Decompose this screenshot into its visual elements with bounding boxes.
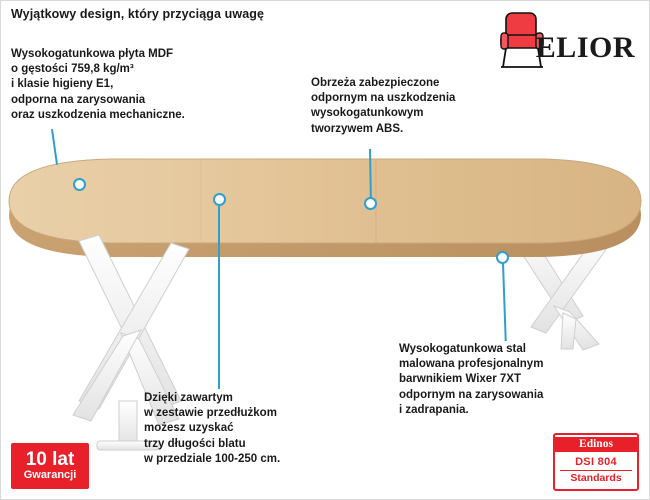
table-top — [9, 159, 641, 257]
page-title: Wyjątkowy design, który przyciąga uwagę — [11, 7, 265, 21]
callout-dot-mdf[interactable] — [73, 178, 86, 191]
callout-steel: Wysokogatunkowa stal malowana profesjonalnym barwnikiem Wixer 7XT odpornym na zarysowania i zadrapania. — [399, 343, 544, 416]
leader-line-extensions — [218, 201, 220, 389]
callout-dot-steel[interactable] — [496, 251, 509, 264]
edinos-standards: Standards — [570, 472, 622, 484]
edinos-name: Edinos — [555, 437, 637, 452]
callout-dot-abs[interactable] — [364, 197, 377, 210]
callout-abs-edge: Obrzeża zabezpieczone odpornym na uszkodzenia wysokogatunkowym tworzywem ABS. — [311, 77, 456, 135]
brand-name: ELIOR — [535, 31, 635, 64]
brand-logo — [475, 11, 635, 73]
edinos-dsi: DSI 804 — [575, 456, 617, 468]
edinos-badge — [553, 433, 639, 491]
guarantee-label: Gwarancji — [23, 469, 77, 482]
callout-dot-extensions[interactable] — [213, 193, 226, 206]
callout-extensions: Dzięki zawartym w zestawie przedłużkom możesz uzyskać trzy długości blatu w przedziale 100-250 cm. — [144, 392, 281, 465]
callout-mdf: Wysokogatunkowa płyta MDF o gęstości 759,8 kg/m³ i klasie higieny E1, odporna na zarysowania oraz uszkodzenia mechaniczne. — [11, 48, 185, 121]
edinos-divider — [560, 470, 632, 471]
guarantee-badge — [11, 443, 89, 489]
guarantee-years: 10 lat — [25, 449, 75, 471]
